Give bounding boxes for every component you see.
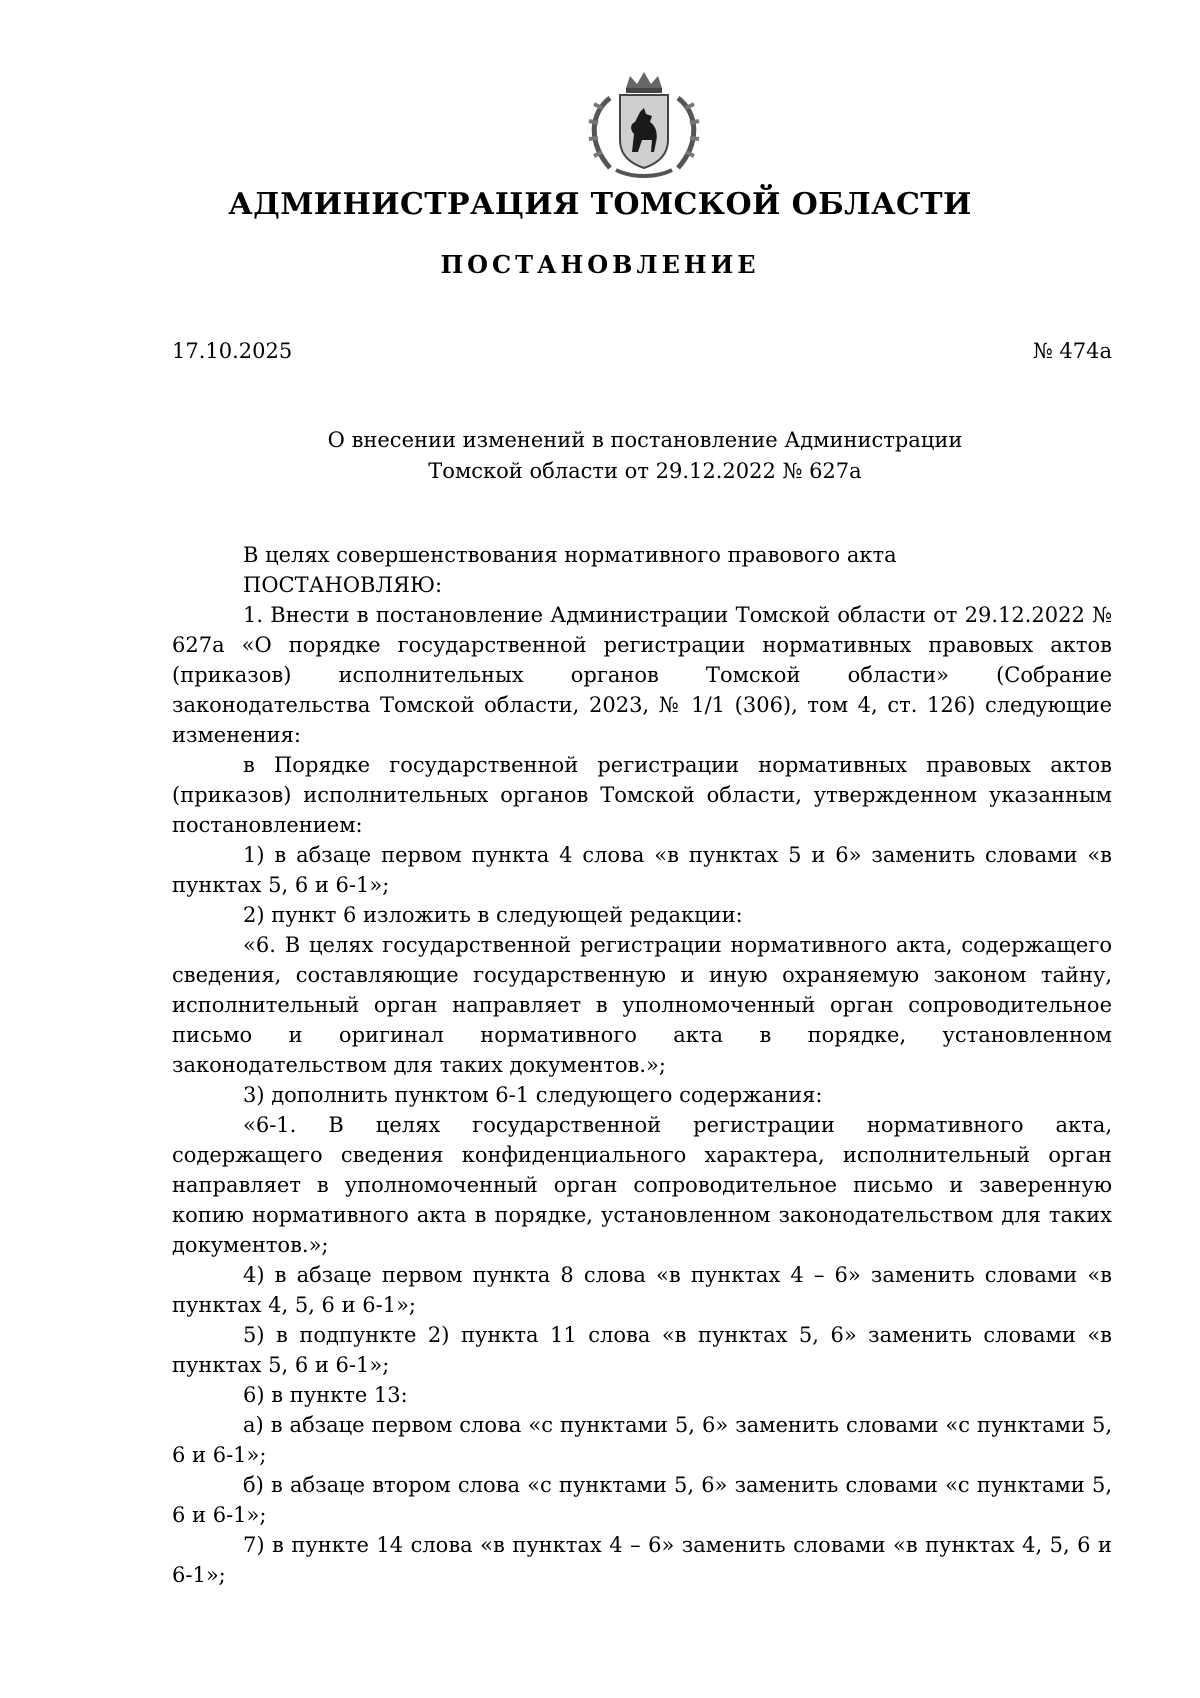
coat-of-arms-icon (580, 68, 708, 180)
body-paragraph: 3) дополнить пунктом 6-1 следующего содержания: (243, 1083, 823, 1107)
body-paragraph: 7) в пункте 14 слова «в пунктах 4 – 6» заменить словами «в пунктах 4, 5, 6 и 6-1»; (172, 1533, 1112, 1587)
body-paragraph: 1) в абзаце первом пункта 4 слова «в пунктах 5 и 6» заменить словами «в пунктах 5, 6 и 6-1»; (172, 843, 1112, 897)
body-paragraph: а) в абзаце первом слова «с пунктами 5, 6» заменить словами «с пунктами 5, 6 и 6-1»; (172, 1413, 1112, 1467)
body-paragraph: 5) в подпункте 2) пункта 11 слова «в пунктах 5, 6» заменить словами «в пунктах 5, 6 и 6-1»; (172, 1323, 1112, 1377)
document-type: ПОСТАНОВЛЕНИЕ (440, 250, 760, 279)
body-paragraph: «6-1. В целях государственной регистрации нормативного акта, содержащего сведения конфиденциального характера, исполнительный орган направляет в уполномоченный орган сопроводительное письмо и заверенную копию нормативного акта в порядке, установленном законодательством для таких документов.»; (172, 1113, 1112, 1257)
body-paragraph: 6) в пункте 13: (243, 1383, 408, 1407)
document-body (172, 540, 1112, 1590)
body-paragraph: 2) пункт 6 изложить в следующей редакции: (243, 903, 743, 927)
body-paragraph: 4) в абзаце первом пункта 8 слова «в пунктах 4 – 6» заменить словами «в пунктах 4, 5, 6 и 6-1»; (172, 1263, 1112, 1317)
body-paragraph: 1. Внести в постановление Администрации Томской области от 29.12.2022 № 627а «О порядке государственной регистрации нормативных правовых актов (приказов) исполнительных органов Томской области» (Собрание законодательства Томской области, 2023, № 1/1 (306), том 4, ст. 126) следующие изменения: (172, 603, 1112, 747)
document-subject (0, 425, 1200, 487)
document-number: № 474а (1032, 339, 1112, 363)
body-paragraph: в Порядке государственной регистрации нормативных правовых актов (приказов) исполнительных органов Томской области, утвержденном указанным постановлением: (172, 753, 1112, 837)
body-paragraph: ПОСТАНОВЛЯЮ: (243, 573, 443, 597)
document-date: 17.10.2025 (172, 339, 293, 363)
subject-line: О внесении изменений в постановление Администрации (327, 428, 963, 452)
body-paragraph: «6. В целях государственной регистрации нормативного акта, содержащего сведения, составляющие государственную и иную охраняемую законом тайну, исполнительный орган направляет в уполномоченный орган сопроводительное письмо и оригинал нормативного акта в порядке, установленном законодательством для таких документов.»; (172, 933, 1112, 1077)
body-paragraph: В целях совершенствования нормативного правового акта (243, 543, 897, 567)
body-paragraph: б) в абзаце втором слова «с пунктами 5, 6» заменить словами «с пунктами 5, 6 и 6-1»; (172, 1473, 1112, 1527)
subject-line: Томской области от 29.12.2022 № 627а (428, 459, 862, 483)
organization-title: АДМИНИСТРАЦИЯ ТОМСКОЙ ОБЛАСТИ (228, 187, 972, 222)
